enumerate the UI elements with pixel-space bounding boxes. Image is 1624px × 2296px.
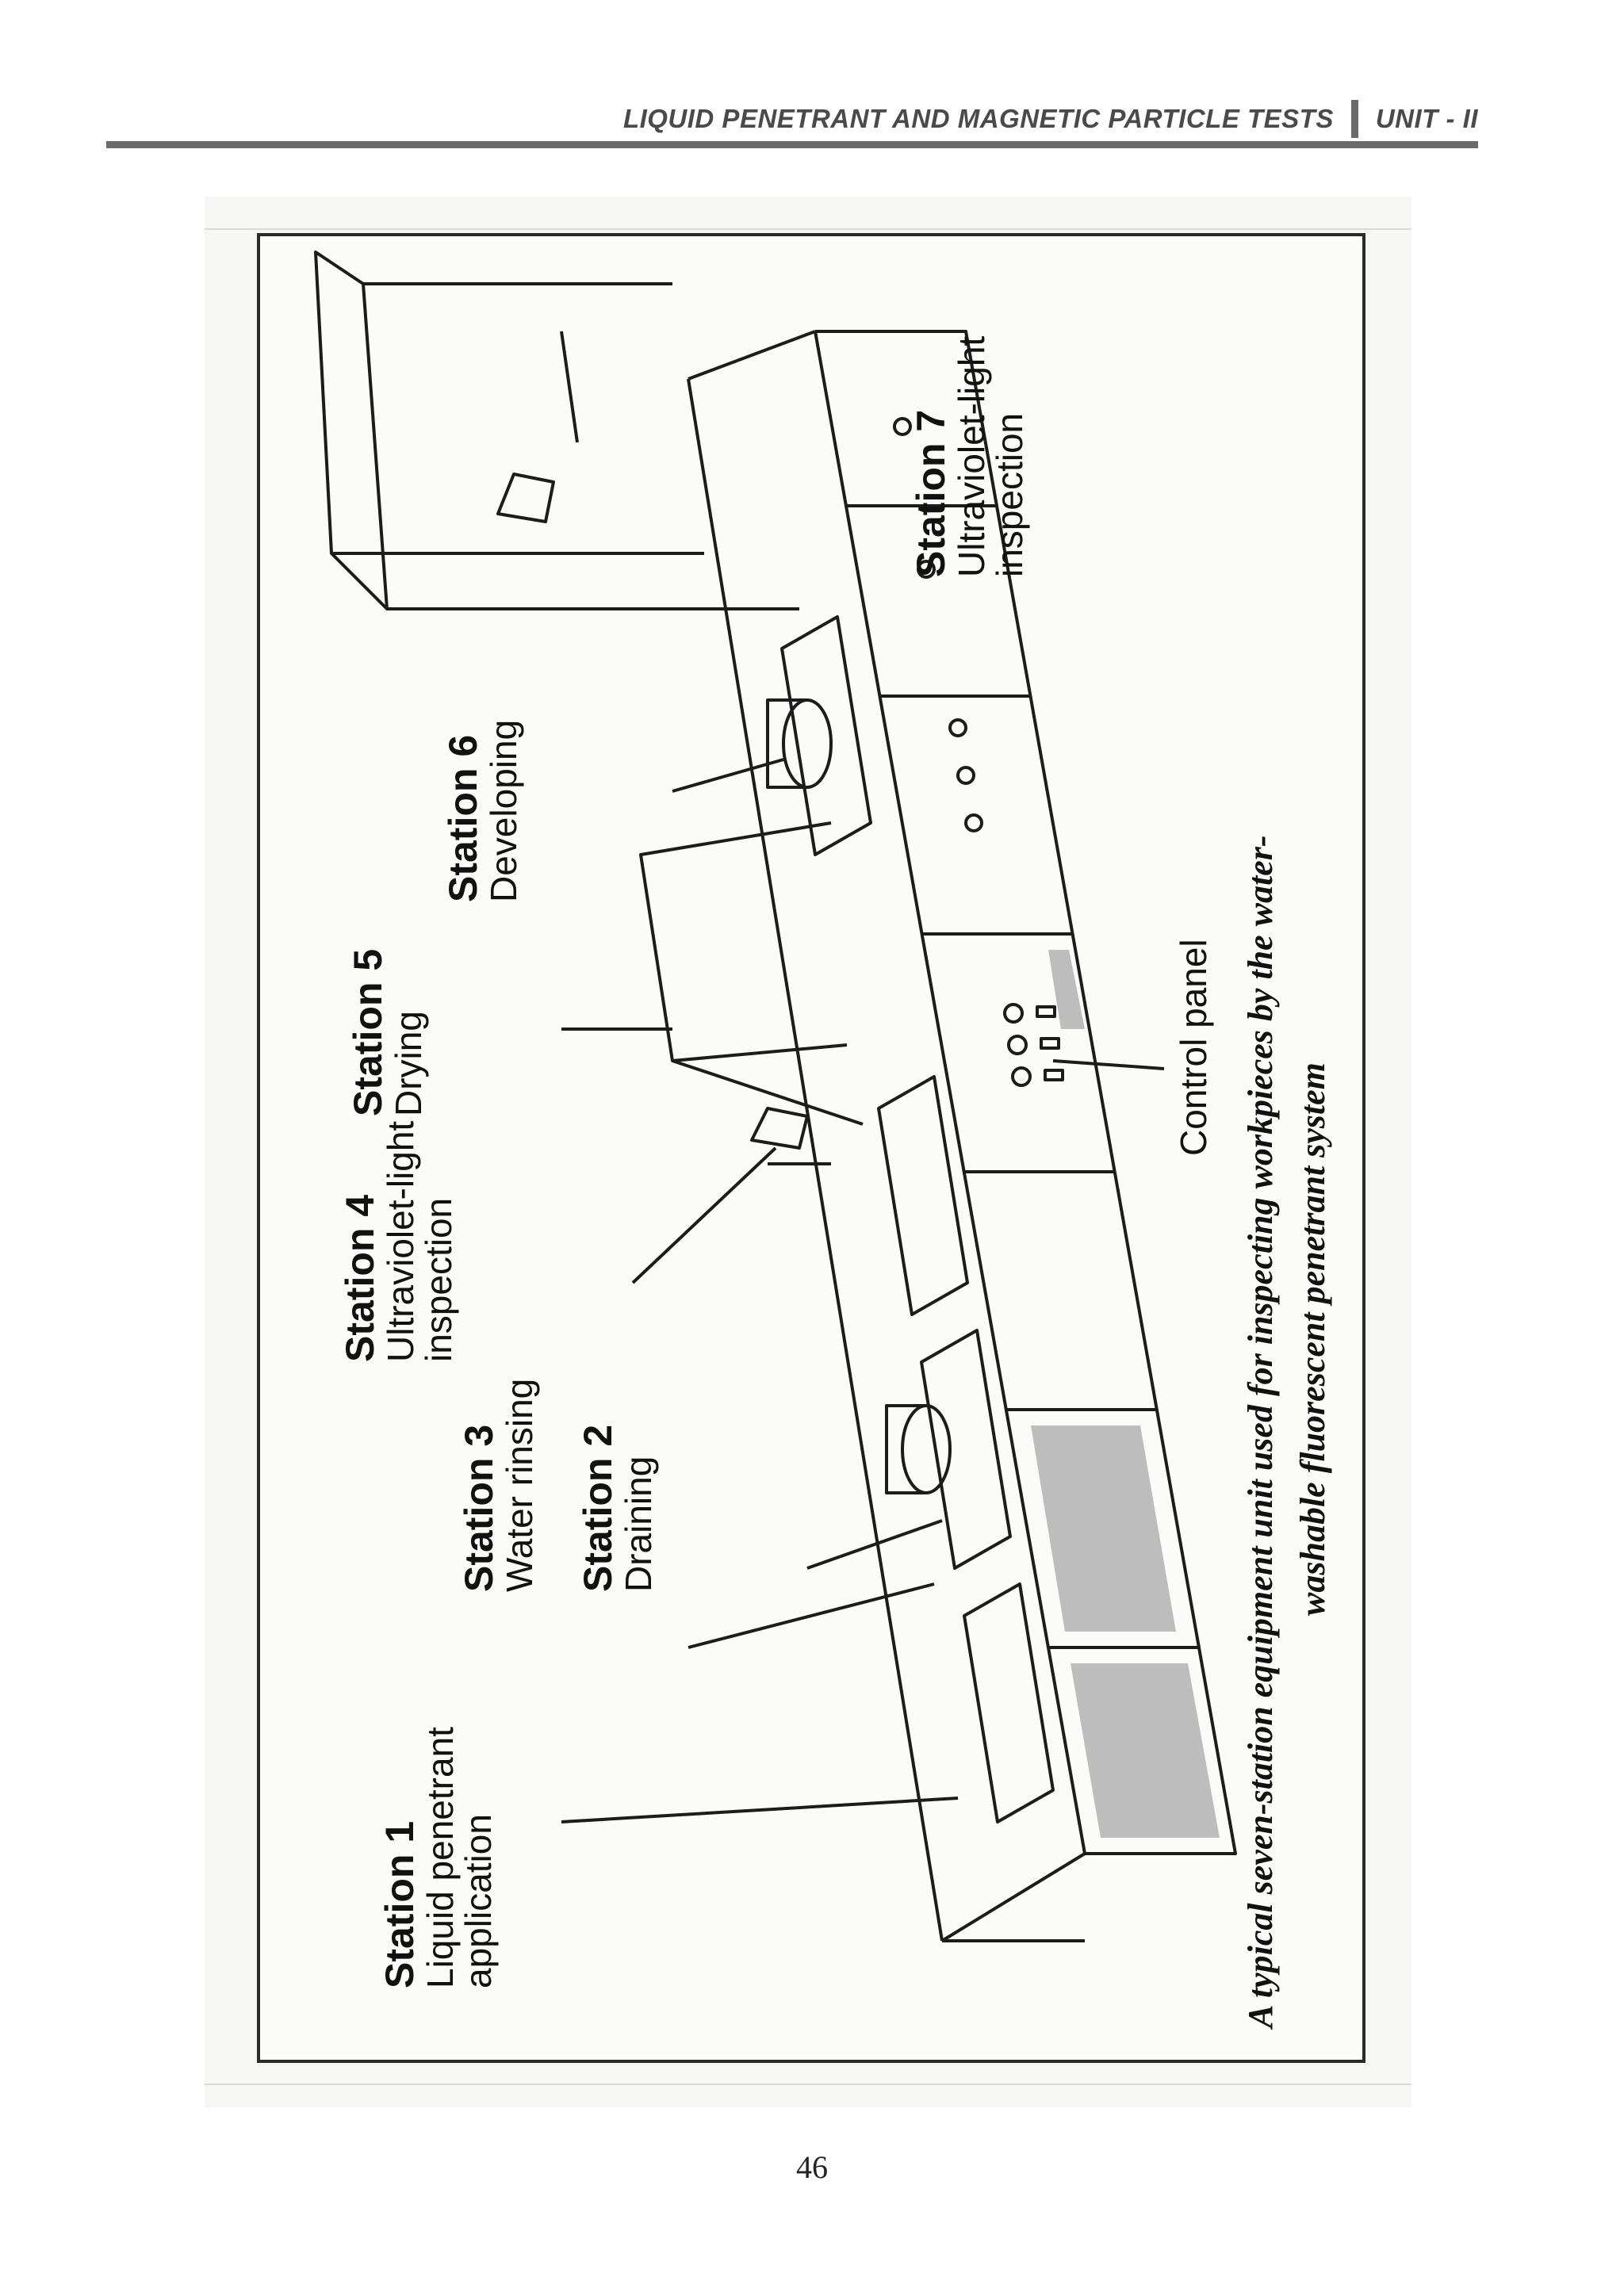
header-unit: UNIT - II bbox=[1375, 104, 1478, 133]
control-panel-leader bbox=[1053, 1061, 1164, 1069]
tank-6 bbox=[782, 617, 871, 855]
station-3-label: Station 3 Water rinsing bbox=[457, 1378, 540, 1592]
table-right-end bbox=[688, 331, 815, 379]
figure-scan bbox=[205, 197, 1411, 2107]
bleed-line bbox=[205, 228, 1411, 230]
page-number: 46 bbox=[796, 2149, 828, 2185]
station-1-label: Station 1 Liquid penetrant application bbox=[377, 1727, 499, 1988]
figure-rotated-content bbox=[260, 236, 1362, 2060]
header-separator bbox=[1351, 100, 1358, 138]
basket-1 bbox=[902, 1406, 950, 1493]
figure-caption-line-1: A typical seven-station equipment unit used for inspecting workpieces by the water- bbox=[1241, 835, 1280, 2028]
running-header bbox=[623, 100, 1478, 138]
grey-panel bbox=[1071, 1663, 1220, 1838]
inspection-booth bbox=[363, 284, 799, 609]
station-5-label: Station 5 Drying bbox=[346, 948, 429, 1116]
header-title: LIQUID PENETRANT AND MAGNETIC PARTICLE TESTS bbox=[622, 104, 1334, 133]
drying-hood bbox=[641, 823, 863, 1124]
uv-lamp-7 bbox=[498, 474, 553, 522]
table-left-end bbox=[942, 1854, 1085, 1941]
bleed-line bbox=[205, 2084, 1411, 2085]
tank-1 bbox=[964, 1584, 1053, 1822]
station-2-label: Station 2 Draining bbox=[576, 1424, 659, 1592]
station-6-label: Station 6 Developing bbox=[441, 719, 524, 902]
uv-lamp-4 bbox=[752, 1108, 807, 1148]
figure-frame bbox=[257, 233, 1365, 2063]
figure-caption-line-2: washable fluorescent penetrant system bbox=[1293, 1062, 1332, 1616]
station-7-label: Station 7 Ultraviolet-light inspection bbox=[909, 335, 1030, 577]
header-rule bbox=[106, 141, 1478, 148]
grey-panel bbox=[1031, 1425, 1176, 1632]
table-back-edge bbox=[688, 379, 942, 1941]
control-panel-label: Control panel bbox=[1173, 939, 1214, 1156]
basket-2 bbox=[783, 700, 831, 787]
page-header bbox=[106, 94, 1478, 149]
station-4-label: Station 4 Ultraviolet-light inspection bbox=[338, 1120, 459, 1362]
